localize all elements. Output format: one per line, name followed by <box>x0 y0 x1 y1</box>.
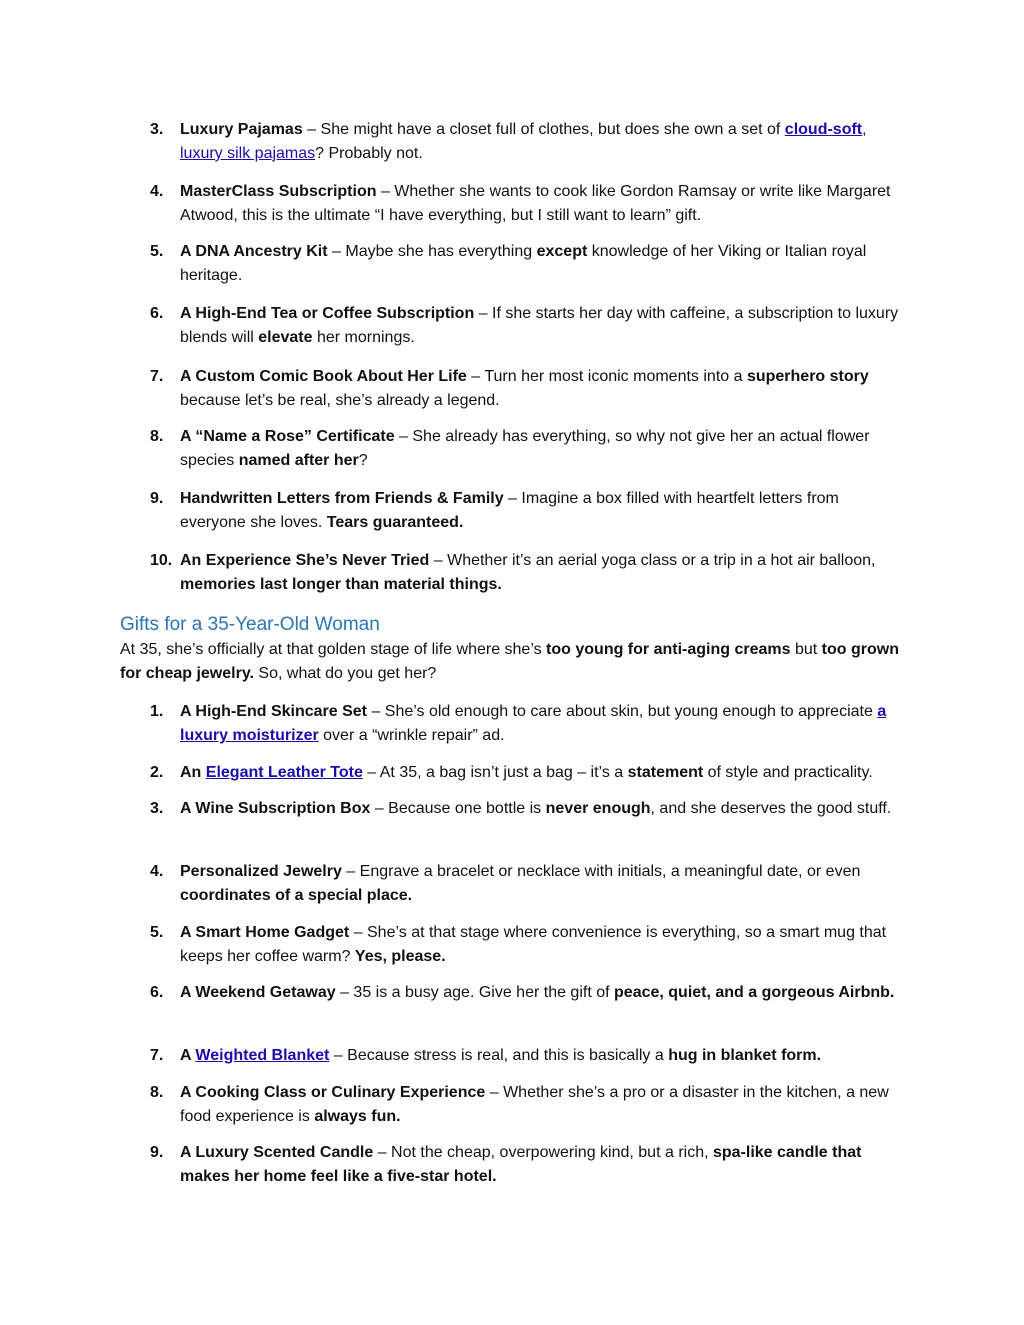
item-title: A Custom Comic Book About Her Life <box>180 368 467 385</box>
list-item-text: A “Name a Rose” Certificate – She already has everything, so why not give her an actual flower species named after her? <box>180 428 870 469</box>
item-title: Handwritten Letters from Friends & Family <box>180 490 504 507</box>
list-number: 7. <box>150 368 164 385</box>
item-title: An Experience She’s Never Tried <box>180 552 430 569</box>
list-number: 6. <box>150 305 164 322</box>
list-item-text: A Smart Home Gadget – She’s at that stage where convenience is everything, so a smart mug that keeps her coffee warm? Yes, please. <box>180 924 887 965</box>
list-number: 8. <box>150 428 164 445</box>
weighted-blanket-link[interactable]: Weighted Blanket <box>195 1047 330 1064</box>
item-title: A DNA Ancestry Kit <box>180 243 328 260</box>
list-item-text: A Luxury Scented Candle – Not the cheap, overpowering kind, but a rich, spa-like candle that makes her home feel like a five-star hotel. <box>180 1144 862 1185</box>
list-item-text: A High-End Tea or Coffee Subscription – If she starts her day with caffeine, a subscription to luxury blends will elevate her mornings. <box>180 305 899 346</box>
list-number: 9. <box>150 490 164 507</box>
list-number: 4. <box>150 183 164 200</box>
list-item-text: A Weekend Getaway – 35 is a busy age. Give her the gift of peace, quiet, and a gorgeous Airbnb. <box>180 984 895 1001</box>
cloud-soft-link[interactable]: cloud-soft <box>784 121 863 138</box>
list-item-text: Handwritten Letters from Friends & Family – Imagine a box filled with heartfelt letters from everyone she loves. Tears guaranteed. <box>180 490 839 531</box>
list-item-text: MasterClass Subscription – Whether she wants to cook like Gordon Ramsay or write like Margaret Atwood, this is the ultimate “I have everything, but I still want to learn” gift. <box>180 183 891 224</box>
item-title: A High-End Skincare Set <box>180 703 367 720</box>
list-item-text: An Elegant Leather Tote – At 35, a bag isn’t just a bag – it’s a statement of style and practicality. <box>180 764 873 781</box>
section-intro: At 35, she’s officially at that golden stage of life where she’s too young for anti-aging creams but too grown for cheap jewelry. So, what do you get her? <box>120 641 899 682</box>
list-number: 6. <box>150 984 164 1001</box>
item-title: A Smart Home Gadget <box>180 924 350 941</box>
elegant-leather-tote-link[interactable]: Elegant Leather Tote <box>205 764 363 781</box>
section-heading: Gifts for a 35-Year-Old Woman <box>120 614 380 635</box>
list-item-text: Luxury Pajamas – She might have a closet full of clothes, but does she own a set of cloud-soft, luxury silk pajamas? Probably not. <box>180 121 867 162</box>
list-number: 7. <box>150 1047 164 1064</box>
list-item-text: A DNA Ancestry Kit – Maybe she has everything except knowledge of her Viking or Italian royal heritage. <box>180 243 867 284</box>
list-number: 2. <box>150 764 164 781</box>
list-number: 8. <box>150 1084 164 1101</box>
item-title: A Luxury Scented Candle <box>180 1144 374 1161</box>
item-title: Luxury Pajamas <box>180 121 303 138</box>
list-number: 5. <box>150 243 164 260</box>
list-item-text: A Weighted Blanket – Because stress is real, and this is basically a hug in blanket form. <box>180 1047 822 1064</box>
item-title: Personalized Jewelry <box>180 863 342 880</box>
list-number: 4. <box>150 863 164 880</box>
list-number: 3. <box>150 121 164 138</box>
list-item-text: A Cooking Class or Culinary Experience – Whether she’s a pro or a disaster in the kitchen, a new food experience is always fun. <box>180 1084 889 1125</box>
link-comma[interactable]: , <box>862 121 867 138</box>
list-number: 1. <box>150 703 164 720</box>
list-number: 10. <box>150 552 173 569</box>
item-title: A Weekend Getaway <box>180 984 336 1001</box>
luxury-moisturizer-link[interactable]: a luxury moisturizer <box>180 703 887 744</box>
item-title: A Wine Subscription Box <box>180 800 371 817</box>
item-title: MasterClass Subscription <box>180 183 377 200</box>
item-title: A “Name a Rose” Certificate <box>180 428 395 445</box>
list-item-text: Personalized Jewelry – Engrave a bracelet or necklace with initials, a meaningful date, or even coordinates of a special place. <box>180 863 861 904</box>
list-number: 5. <box>150 924 164 941</box>
item-title: A High-End Tea or Coffee Subscription <box>180 305 475 322</box>
item-title: A Cooking Class or Culinary Experience <box>180 1084 486 1101</box>
luxury-silk-pajamas-link[interactable]: luxury silk pajamas <box>180 145 316 162</box>
list-number: 3. <box>150 800 164 817</box>
list-item-text: A Wine Subscription Box – Because one bottle is never enough, and she deserves the good stuff. <box>180 800 892 817</box>
list-item-text: An Experience She’s Never Tried – Whether it’s an aerial yoga class or a trip in a hot air balloon, memories last longer than material things. <box>180 552 876 593</box>
list-item-text: A Custom Comic Book About Her Life – Turn her most iconic moments into a superhero story because let’s be real, she’s already a legend. <box>180 368 869 409</box>
list-item-text: A High-End Skincare Set – She’s old enough to care about skin, but young enough to appreciate a luxury moisturizer over a “wrinkle repair” ad. <box>180 703 887 744</box>
list-number: 9. <box>150 1144 164 1161</box>
